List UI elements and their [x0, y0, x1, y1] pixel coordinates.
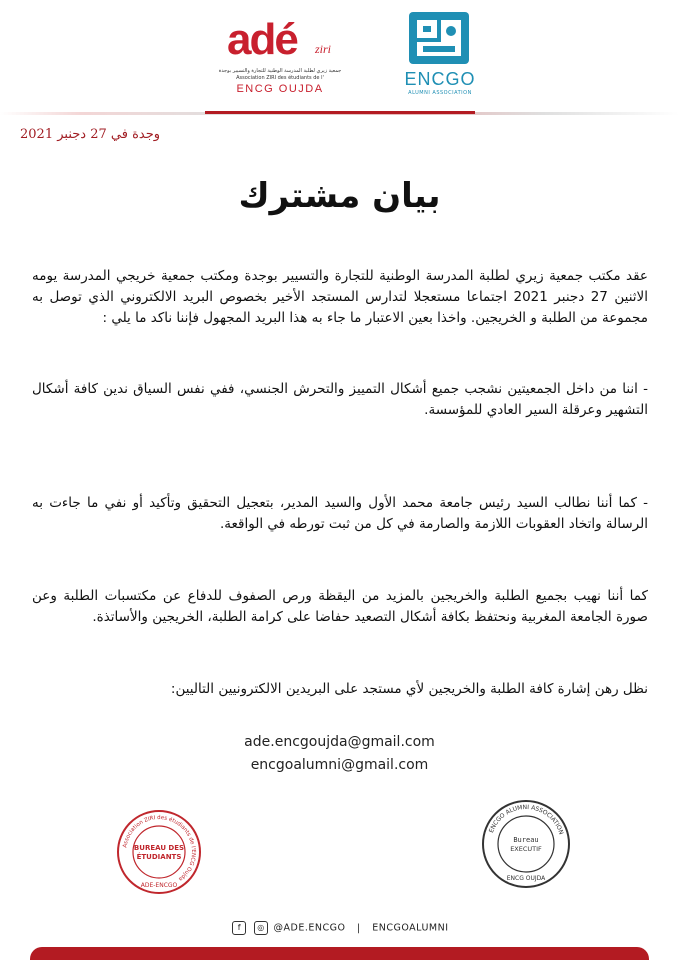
footer-bar: [30, 947, 649, 960]
ade-logo-ziri: ziri: [315, 42, 332, 56]
ade-logo-subtitle-fr: Association ZIRI des étudiants de l': [236, 75, 324, 81]
encgo-logo: [400, 12, 480, 104]
stamp-left-ring-text: Association ZIRI des étudiants de l'ENCG Oujda: [122, 814, 197, 882]
stamp-right-ring-text: ENCGO ALUMNI ASSOCIATION: [487, 803, 565, 836]
stamp-right-line2: EXECUTIF: [510, 845, 542, 853]
paragraph-intro: عقد مكتب جمعية زيري لطلبة المدرسة الوطنية للتجارة والتسيير بوجدة ومكتب جمعية خريجي المدرسة يومه الاثنين 27 دجنبر 2021 اجتماعا مستعجلا لتدارس المستجد الأخير بخصوص البريد الالكتروني الذي توصل به مجموعة من الطلبة و الخريجين. واخذا بعين الاعتبار ما جاء به هذا البريد المجهول فإننا ناكد ما يلي :: [32, 268, 648, 326]
encgo-logo-word: ENCGO: [404, 69, 476, 89]
paragraph-condemnation: - اننا من داخل الجمعيتين نشجب جميع أشكال التمييز والتحرش الجنسي، ففي نفس السياق ندين كافة أشكال التشهير وعرقلة السير العادي للمؤسسة.: [32, 381, 648, 418]
paragraph-call: كما أننا نهيب بجميع الطلبة والخريجين بالمزيد من اليقظة ورص الصفوف للدفاع عن مكتسبات الطلبة وعن صورة الجامعة المغربية ونحتفظ بكافة أشكال التصعيد حفاضا على كرامة الطلبة، الخريجين والأساتذة.: [32, 588, 648, 625]
footer-social-handle[interactable]: @ADE.ENCGO: [273, 922, 346, 934]
ade-logo-subtitle-ar: جمعية زيري لطلبة المدرسة الوطنية للتجارة والتسيير بوجدة: [218, 68, 342, 74]
facebook-icon[interactable]: f: [232, 921, 246, 935]
letter-date: وجدة في 27 دجنبر 2021: [20, 127, 161, 142]
stamp-right-bottom: ENCG OUJDA: [506, 875, 546, 882]
footer-separator: |: [356, 922, 361, 934]
footer: [0, 921, 679, 935]
stamp-right-line1: Bureau: [513, 836, 539, 844]
email-ade[interactable]: ade.encgoujda@gmail.com: [244, 734, 435, 750]
instagram-icon[interactable]: ◎: [254, 921, 268, 935]
encgo-mark-icon: [409, 12, 469, 64]
stamp-left-line1: BUREAU DES: [133, 844, 185, 852]
email-alumni[interactable]: encgoalumni@gmail.com: [250, 757, 429, 773]
encgo-logo-subtitle: ALUMNI ASSOCIATION: [408, 90, 472, 96]
ade-logo-subtitle: [215, 68, 345, 82]
ade-logo-word: adé: [227, 15, 297, 64]
ade-logo-school: ENCG OUJDA: [236, 83, 324, 95]
paragraph-demand: - كما أننا نطالب السيد رئيس جامعة محمد الأول والسيد المدير، بتعجيل التحقيق وتأكيد أو نفي ما جاءت به الرسالة واتخاد العقوبات اللازمة والصارمة في كل من ثبت تورطه في الواقعة.: [32, 495, 648, 532]
paragraph-contact: نظل رهن إشارة كافة الطلبة والخريجين لأي مستجد على البريدين الالكترونيين التاليين:: [170, 681, 648, 697]
header-divider-accent: [205, 111, 475, 114]
document-title: بيان مشترك: [238, 176, 441, 216]
stamp-left-bottom: ADE-ENCGO: [140, 882, 178, 889]
bureau-executif-stamp: [481, 799, 571, 889]
stamp-left-line2: ÉTUDIANTS: [136, 853, 182, 861]
footer-alumni-handle[interactable]: ENCGOALUMNI: [372, 922, 449, 934]
svg-text:ENCGO ALUMNI ASSOCIATION: [488, 804, 565, 836]
ade-logo: [215, 10, 345, 100]
bureau-etudiants-stamp: [116, 809, 202, 895]
